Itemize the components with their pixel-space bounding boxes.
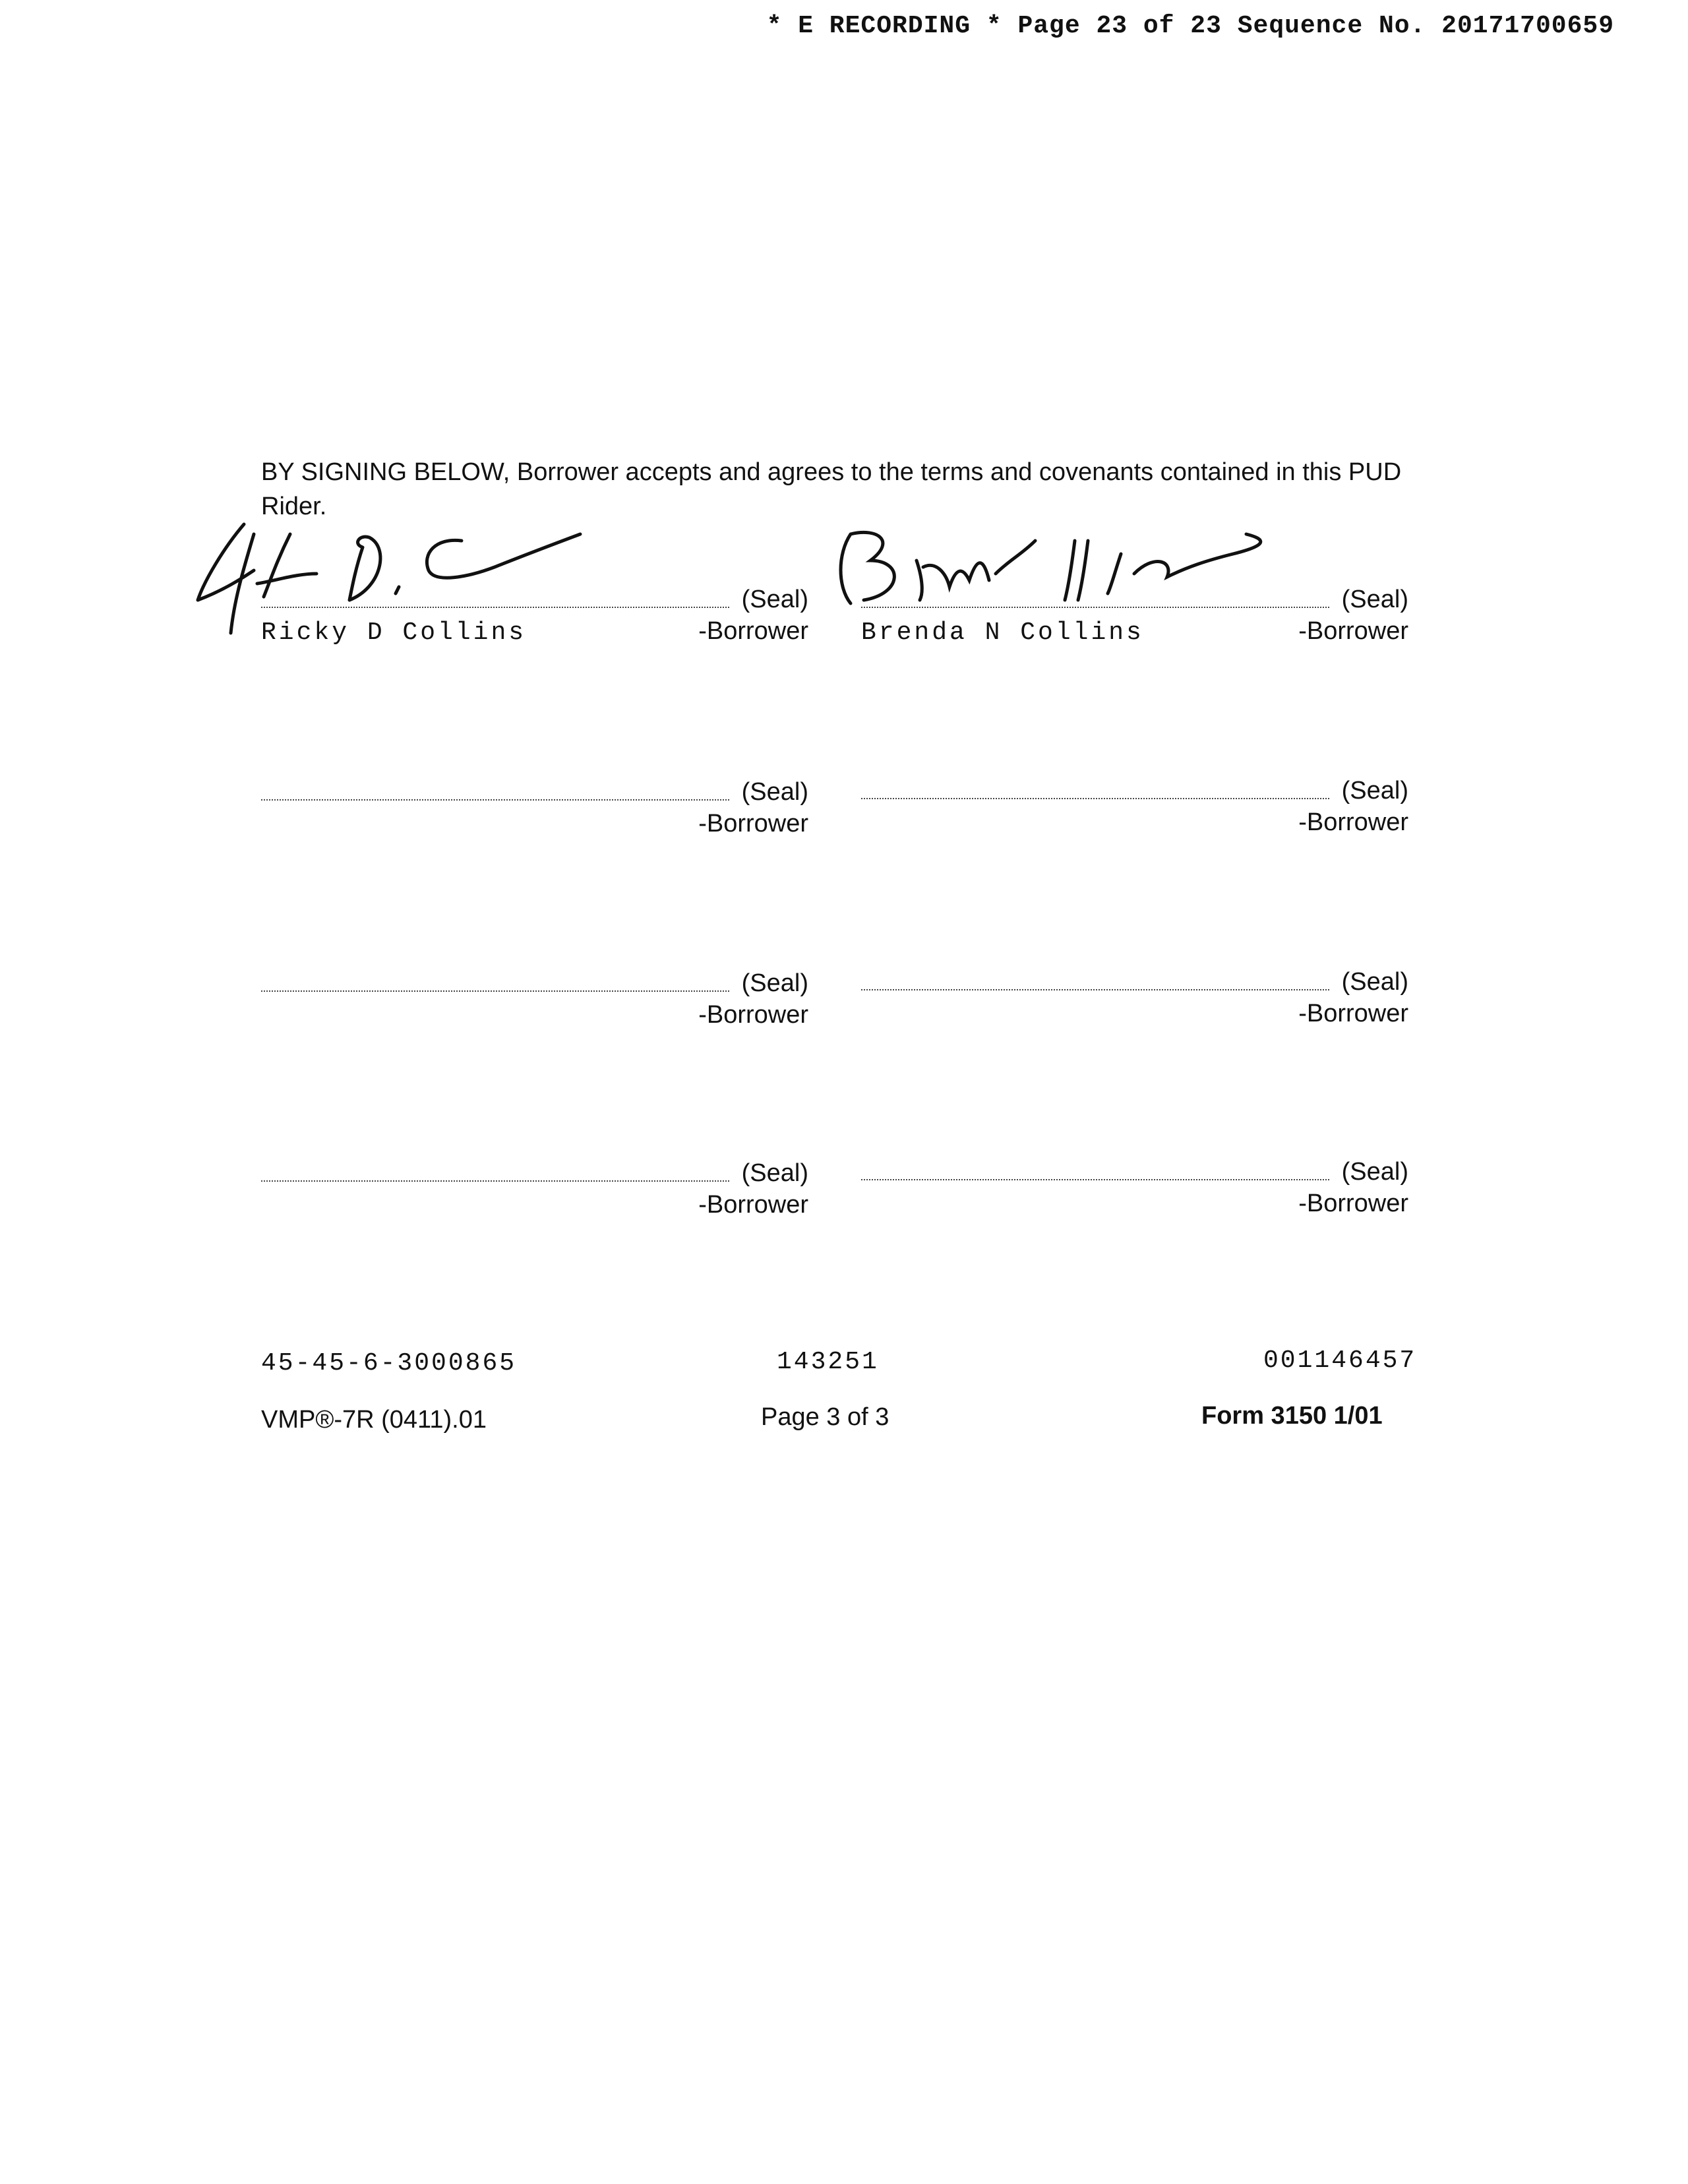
signer-name: Ricky D Collins <box>261 619 527 647</box>
signature-block-1 <box>261 574 808 646</box>
seal-label: (Seal) <box>741 969 808 997</box>
right-number: 001146457 <box>1263 1347 1417 1375</box>
signature-line <box>861 1179 1329 1180</box>
signature-line <box>861 607 1329 608</box>
borrower-label: -Borrower <box>1298 617 1408 645</box>
form-label: Form 3150 1/01 <box>1201 1402 1383 1430</box>
signature-block-4 <box>861 765 1408 837</box>
recording-stamp: * E RECORDING * Page 23 of 23 Sequence No. 20171700659 <box>766 12 1614 40</box>
borrower-label: -Borrower <box>1298 808 1408 836</box>
form-code: VMP®-7R (0411).01 <box>261 1406 487 1434</box>
page-number: Page 3 of 3 <box>761 1403 889 1431</box>
borrower-label: -Borrower <box>698 810 808 837</box>
seal-label: (Seal) <box>741 586 808 613</box>
signature-line <box>261 1180 729 1182</box>
signature-line <box>861 989 1329 990</box>
center-number: 143251 <box>777 1348 879 1376</box>
seal-label: (Seal) <box>1341 586 1408 613</box>
loan-number: 45-45-6-3000865 <box>261 1349 517 1378</box>
seal-label: (Seal) <box>741 778 808 806</box>
signature-block-8 <box>861 1146 1408 1219</box>
seal-label: (Seal) <box>741 1159 808 1187</box>
signature-block-2 <box>861 574 1408 646</box>
signature-line <box>261 799 729 801</box>
borrower-label: -Borrower <box>698 1191 808 1219</box>
seal-label: (Seal) <box>1341 777 1408 804</box>
seal-label: (Seal) <box>1341 1158 1408 1186</box>
borrower-label: -Borrower <box>1298 1000 1408 1027</box>
signature-block-3 <box>261 766 808 839</box>
signature-line <box>261 607 729 608</box>
signature-line <box>261 990 729 992</box>
signer-name: Brenda N Collins <box>861 619 1144 647</box>
borrower-label: -Borrower <box>698 1001 808 1029</box>
borrower-label: -Borrower <box>1298 1190 1408 1217</box>
signature-block-5 <box>261 957 808 1030</box>
seal-label: (Seal) <box>1341 968 1408 996</box>
borrower-label: -Borrower <box>698 617 808 645</box>
signature-block-7 <box>261 1147 808 1220</box>
signature-line <box>861 798 1329 799</box>
signature-block-6 <box>861 956 1408 1029</box>
intro-paragraph: BY SIGNING BELOW, Borrower accepts and agrees to the terms and covenants contained in this PUD Rider. <box>261 458 1402 520</box>
